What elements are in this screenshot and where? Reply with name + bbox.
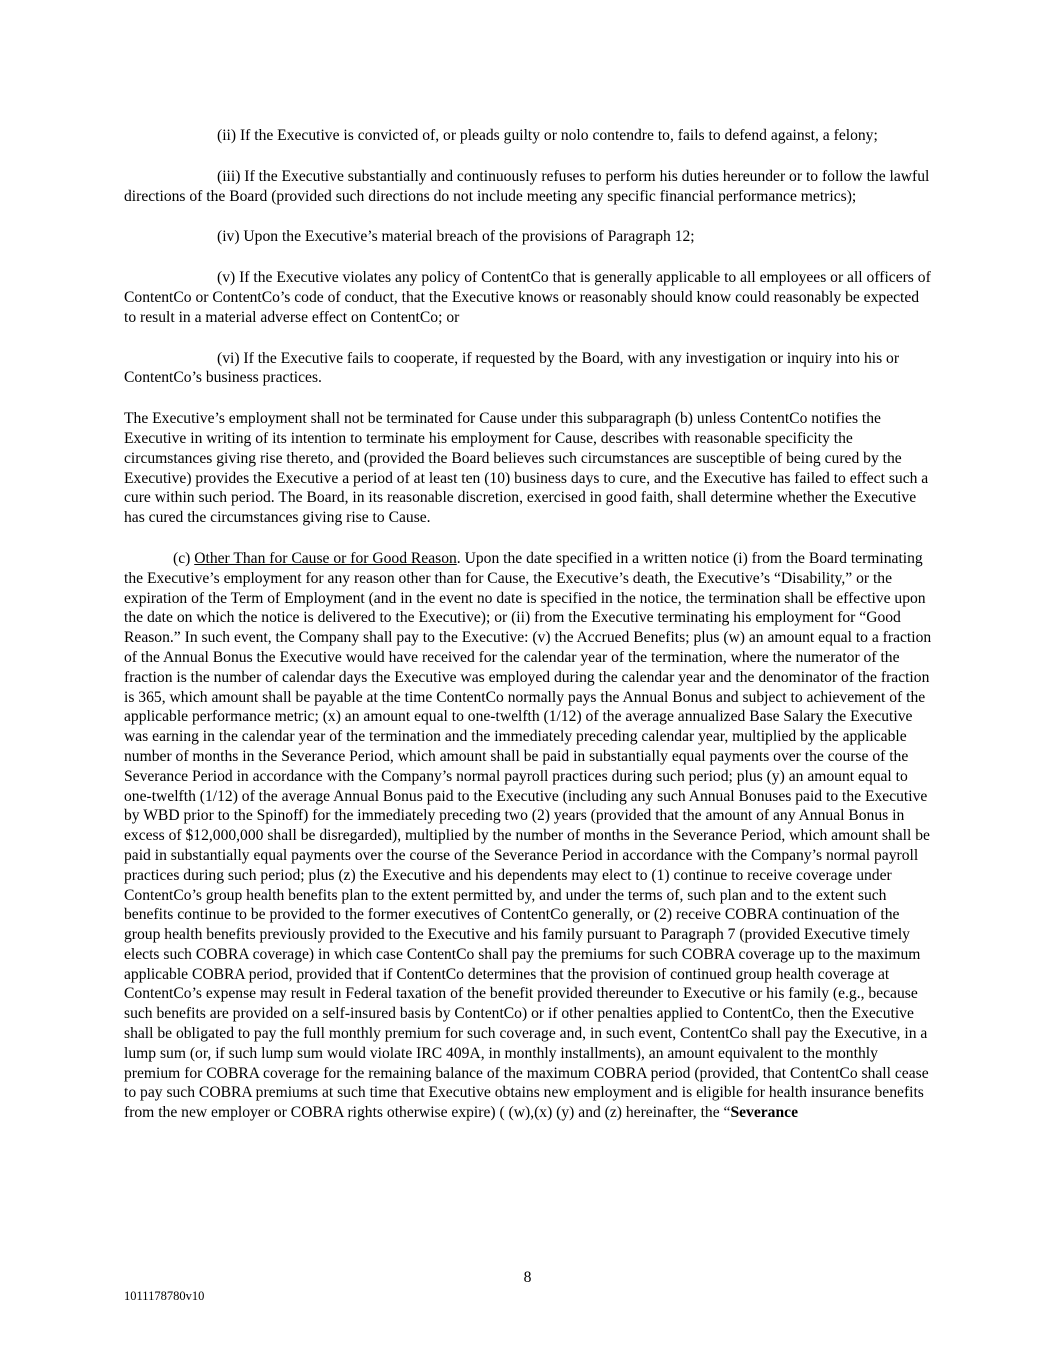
page-number: 8 xyxy=(523,1269,532,1286)
clause-v: (v) If the Executive violates any policy of ContentCo that is generally applicable to all employees or all officers of ContentCo or ContentCo’s code of conduct, that the Executive knows or reasonably should know could reasonably be expected to result in a material adverse effect on ContentCo; or xyxy=(124,269,931,326)
document-id: 1011178780v10 xyxy=(124,1289,205,1303)
section-c-prefix: (c) xyxy=(173,549,195,567)
cause-paragraph: The Executive’s employment shall not be terminated for Cause under this subparagraph (b) unless ContentCo notifies the Executive in writing of its intention to terminate his employment for Cause, describes with reasonable specificity the circumstances giving rise thereto, and (provided the Board believes such circumstances are susceptible of being cured by the Executive) provides the Executive a period of at least ten (10) business days to cure, and the Executive has failed to effect such a cure within such period. The Board, in its reasonable discretion, exercised in good faith, shall determine whether the Executive has cured the circumstances giving rise to Cause. xyxy=(124,410,929,527)
section-c-bold-term: Severance xyxy=(730,1104,798,1122)
document-body xyxy=(124,126,934,1123)
section-c-heading: Other Than for Cause or for Good Reason xyxy=(194,549,457,567)
clause-iv: (iv) Upon the Executive’s material breach of the provisions of Paragraph 12; xyxy=(217,228,695,246)
clause-vi: (vi) If the Executive fails to cooperate, if requested by the Board, with any investigation or inquiry into his or ContentCo’s business practices. xyxy=(124,349,900,387)
clause-iii: (iii) If the Executive substantially and continuously refuses to perform his duties hereunder or to follow the lawful directions of the Board (provided such directions do not include meeting any specific financial performance metrics); xyxy=(124,167,930,205)
section-c-body: . Upon the date specified in a written notice (i) from the Board terminating the Executive’s employment for any reason other than for Cause, the Executive’s death, the Executive’s “Disability,” or the expiration of the Term of Employment (and in the event no date is specified in the notice, the termination shall be effective upon the date on which the notice is delivered to the Executive); or (ii) from the Executive terminating his employment for “Good Reason.” In such event, the Company shall pay to the Executive: (v) the Accrued Benefits; plus (w) an amount equal to a fraction of the Annual Bonus the Executive would have received for the calendar year of the termination, where the numerator of the fraction is the number of calendar days the Executive was employed during the calendar year and the denominator of the fraction is 365, which amount shall be payable at the time ContentCo normally pays the Annual Bonus and subject to achievement of the applicable performance metric; (x) an amount equal to one-twelfth (1/12) of the average annualized Base Salary the Executive was earning in the calendar year of the termination and the immediately preceding calendar year, multiplied by the applicable number of months in the Severance Period, which amount shall be paid in substantially equal payments over the course of the Severance Period in accordance with the Company’s normal payroll practices during such period; plus (y) an amount equal to one-twelfth (1/12) of the average Annual Bonus paid to the Executive (including any such Annual Bonuses paid to the Executive by WBD prior to the Spinoff) for the immediately preceding two (2) years (provided that the amount of any Annual Bonus in excess of $12,000,000 shall be disregarded), multiplied by the number of months in the Severance Period, which amount shall be paid in substantially equal payments over the course of the Severance Period in accordance with the Company’s normal payroll practices during such period; plus (z) the Executive and his dependents may elect to (1) continue to receive coverage under ContentCo’s group health benefits plan to the extent permitted by, and under the terms of, such plan and to the extent such benefits continue to be provided to the former executives of ContentCo generally, or (2) receive COBRA continuation of the group health benefits previously provided to the Executive and his family pursuant to Paragraph 7 (provided Executive timely elects such COBRA coverage) in which case ContentCo shall pay the premiums for such COBRA coverage up to the maximum applicable COBRA period, provided that if ContentCo determines that the provision of continued group health coverage at ContentCo’s expense may result in Federal taxation of the benefit provided thereunder to Executive or his family (e.g., because such benefits are provided on a self-insured basis by ContentCo) or if other penalties applied to ContentCo, then the Executive shall be obligated to pay the full monthly premium for such coverage and, in such event, ContentCo shall pay the Executive, in a lump sum (or, if such lump sum would violate IRC 409A, in monthly installments), an amount equivalent to the monthly premium for COBRA coverage for the remaining balance of the maximum COBRA period (provided, that ContentCo shall cease to pay such COBRA premiums at such time that Executive obtains new employment and is eligible for health insurance benefits from the new employer or COBRA rights otherwise expire) ( (w),(x) (y) and (z) hereinafter, the “ xyxy=(124,549,932,1122)
section-c-paragraph xyxy=(124,549,934,1123)
clause-ii: (ii) If the Executive is convicted of, or pleads guilty or nolo contendre to, fails to defend against, a felony; xyxy=(217,127,878,144)
